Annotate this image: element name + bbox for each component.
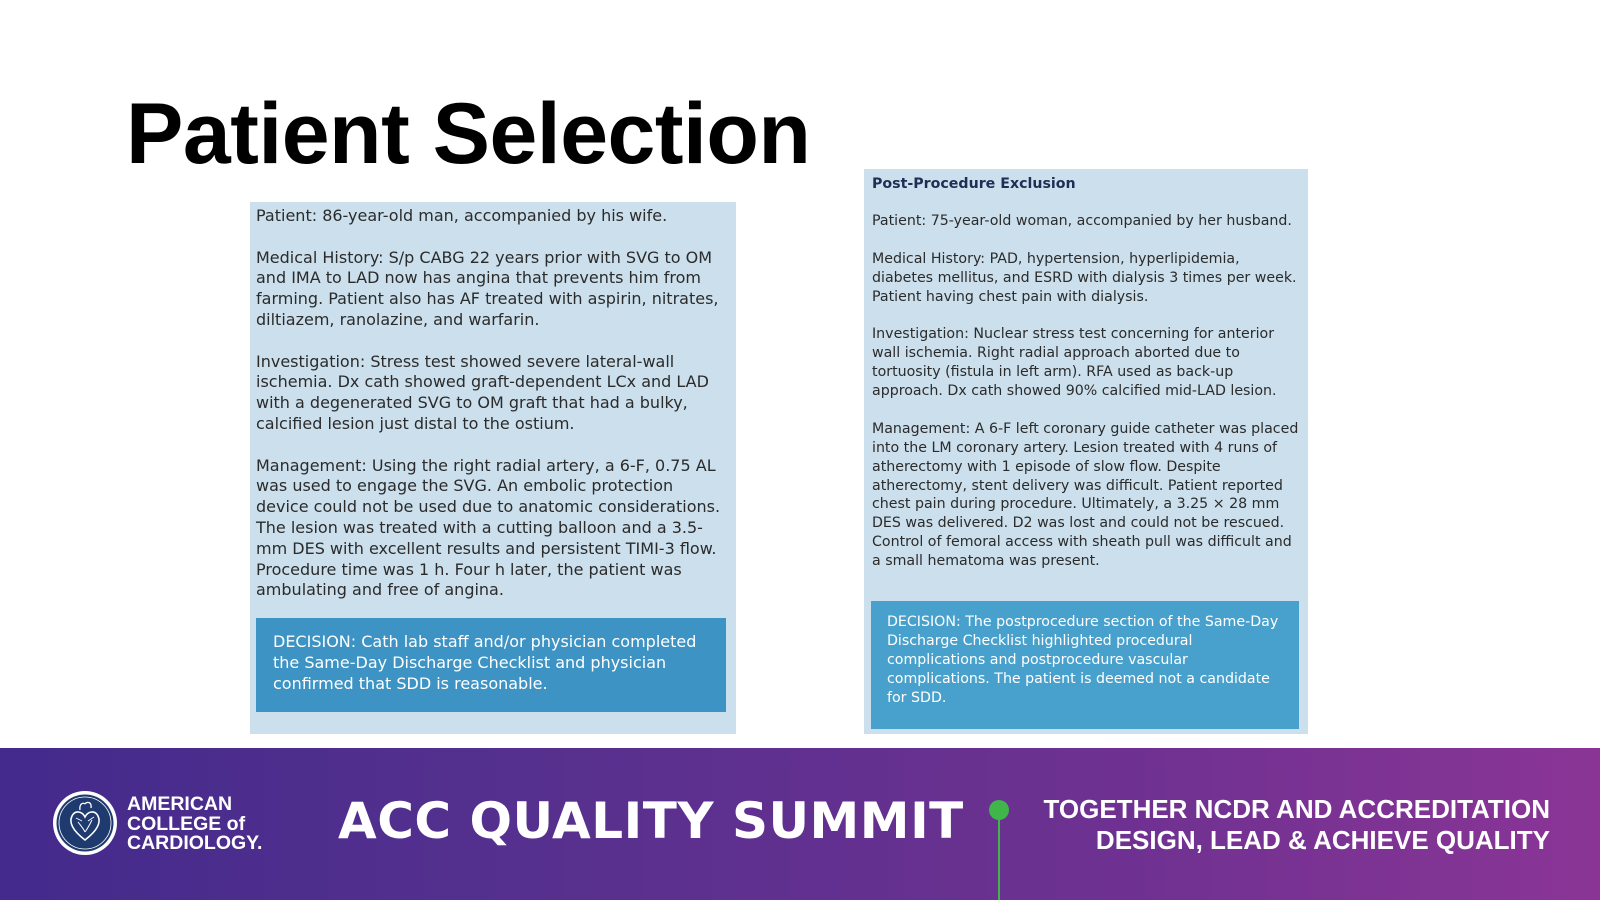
decision-box: DECISION: The postprocedure section of the Same-Day Discharge Checklist highlighted procedural complications and postprocedure vascular complications. The patient is deemed not a candidate for SDD. <box>871 601 1299 729</box>
case-management: Management: A 6-F left coronary guide catheter was placed into the LM coronary artery. Lesion treated with 4 runs of atherectomy with 1 episode of slow flow. Despite atherectomy, stent delivery was difficult. Patient reported chest pain during procedure. Ultimately, a 3.25 × 28 mm DES was delivered. D2 was lost and could not be rescued. Control of femoral access with sheath pull was difficult and a small hematoma was present. <box>872 420 1299 570</box>
org-name-line: AMERICAN <box>127 793 233 815</box>
summit-title: ACC QUALITY SUMMIT <box>338 792 964 850</box>
slide-title: Patient Selection <box>126 86 811 182</box>
case-card-post-procedure-exclusion <box>864 169 1308 734</box>
summit-tagline <box>1043 794 1550 856</box>
decision-box: DECISION: Cath lab staff and/or physician completed the Same-Day Discharge Checklist and physician confirmed that SDD is reasonable. <box>256 618 726 712</box>
case-medical-history: Medical History: S/p CABG 22 years prior with SVG to OM and IMA to LAD now has angina that prevents him from farming. Patient also has AF treated with aspirin, nitrates, diltiazem, ranolazine, and warfarin. <box>256 247 719 329</box>
org-name-line: CARDIOLOGY. <box>127 832 263 854</box>
org-name <box>127 795 262 854</box>
case-medical-history: Medical History: PAD, hypertension, hyperlipidemia, diabetes mellitus, and ESRD with dialysis 3 times per week. Patient having chest pain with dialysis. <box>872 250 1297 305</box>
divider-dot <box>989 800 1009 820</box>
footer-banner <box>0 748 1600 900</box>
case-investigation: Investigation: Nuclear stress test concerning for anterior wall ischemia. Right radial approach aborted due to tortuosity (fistula in left arm). RFA used as back-up approach. Dx cath showed 90% calcified mid-LAD lesion. <box>872 326 1277 400</box>
case-management: Management: Using the right radial artery, a 6-F, 0.75 AL was used to engage the SVG. An embolic protection device could not be used due to anatomic considerations. The lesion was treated with a cutting balloon and a 3.5-mm DES with excellent results and persistent TIMI-3 flow. Procedure time was 1 h. Four h later, the patient was ambulating and free of angina. <box>256 455 721 600</box>
case-investigation: Investigation: Stress test showed severe lateral-wall ischemia. Dx cath showed graft-dependent LCx and LAD with a degenerated SVG to OM graft that had a bulky, calcified lesion just distal to the ostium. <box>256 351 709 433</box>
acc-seal-heart-icon <box>52 790 118 856</box>
org-name-line: COLLEGE of <box>127 812 246 835</box>
case-card-sdd-candidate <box>250 202 736 734</box>
case-heading: Post-Procedure Exclusion <box>872 176 1076 192</box>
case-patient: Patient: 75-year-old woman, accompanied by her husband. <box>872 212 1292 229</box>
tagline-line: TOGETHER NCDR AND ACCREDITATION <box>1043 794 1550 824</box>
case-patient: Patient: 86-year-old man, accompanied by his wife. <box>256 206 668 225</box>
tagline-line: DESIGN, LEAD & ACHIEVE QUALITY <box>1095 825 1550 855</box>
